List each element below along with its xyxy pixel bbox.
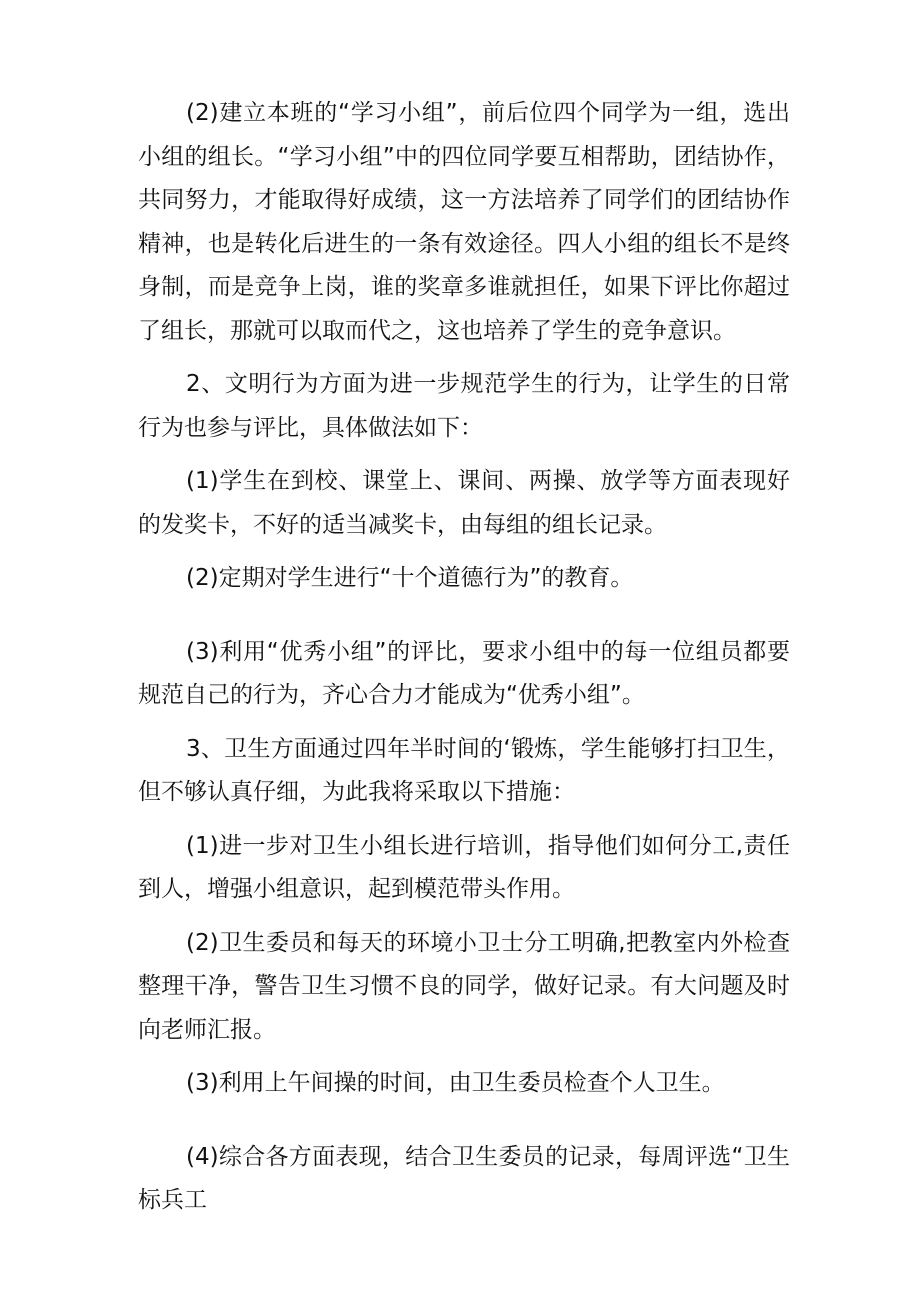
- paragraph-reward-cards: (1)学生在到校、课堂上、课间、两操、放学等方面表现好的发奖卡，不好的适当减奖卡，由每组的组长记录。: [138, 468, 790, 538]
- paragraph-civilized-behavior: 2、文明行为方面为进一步规范学生的行为，让学生的日常行为也参与评比，具体做法如下：: [138, 371, 790, 441]
- document-body: [138, 92, 790, 1233]
- paragraph-hygiene-leader-training: (1)进一步对卫生小组长进行培训，指导他们如何分工,责任到人，增强小组意识，起到模范带头作用。: [138, 832, 790, 902]
- paragraph-moral-education: (2)定期对学生进行“十个道德行为”的教育。: [186, 565, 634, 591]
- paragraph-weekly-selection: (4)综合各方面表现，结合卫生委员的记录，每周评选“卫生标兵工: [138, 1143, 790, 1213]
- paragraph-excellent-group: (3)利用“优秀小组”的评比，要求小组中的每一位组员都要规范自己的行为，齐心合力才能成为“优秀小组”。: [138, 638, 790, 708]
- paragraph-study-group: (2)建立本班的“学习小组”，前后位四个同学为一组，选出小组的组长。“学习小组”中的四位同学要互相帮助，团结协作，共同努力，才能取得好成绩，这一方法培养了同学们的团结协作精神，也是转化后进生的一条有效途径。四人小组的组长不是终身制，而是竞争上岗，谁的奖章多谁就担任，如果下评比你超过了组长，那就可以取而代之，这也培养了学生的竞争意识。: [138, 100, 790, 344]
- paragraph-hygiene-committee: (2)卫生委员和每天的环境小卫士分工明确,把教室内外检查整理干净，警告卫生习惯不良的同学，做好记录。有大问题及时向老师汇报。: [138, 929, 790, 1043]
- paragraph-personal-hygiene-check: (3)利用上午间操的时间，由卫生委员检查个人卫生。: [186, 1070, 725, 1096]
- paragraph-hygiene: 3、卫生方面通过四年半时间的‘锻炼，学生能够打扫卫生，但不够认真仔细，为此我将采取以下措施：: [138, 735, 790, 805]
